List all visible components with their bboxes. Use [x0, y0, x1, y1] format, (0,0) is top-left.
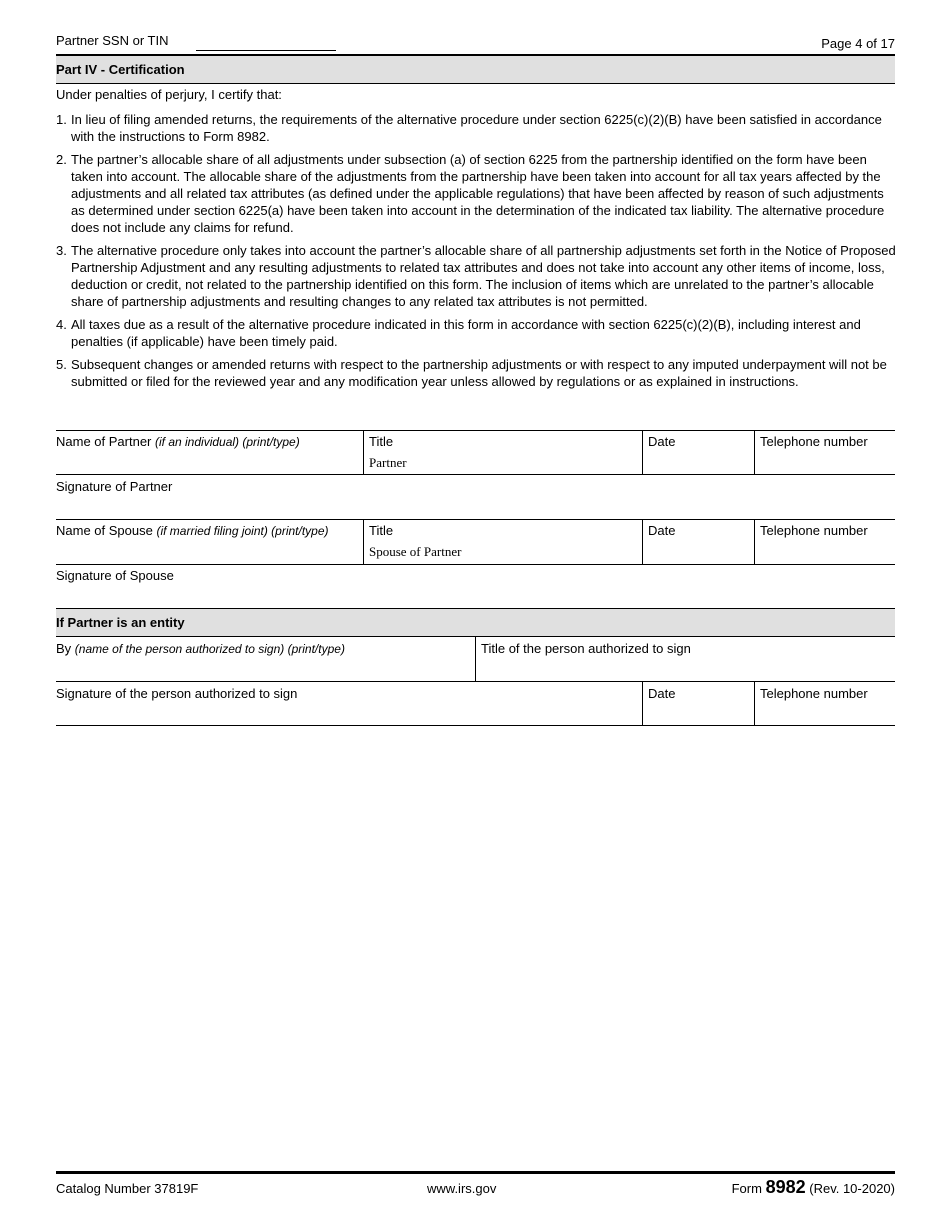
spouse-divider-phone — [754, 519, 755, 564]
partner-block-mid-rule — [56, 474, 895, 475]
certify-intro: Under penalties of perjury, I certify that: — [56, 87, 282, 102]
form-revision: (Rev. 10-2020) — [809, 1181, 895, 1196]
item-text: All taxes due as a result of the alternative procedure indicated in this form in accordance with section 6225(c)(2)(B), including interest and penalties (if applicable) have been timely paid. — [71, 317, 861, 349]
entity-by-hint: (name of the person authorized to sign) (print/type) — [74, 642, 345, 656]
form-number: 8982 — [765, 1177, 806, 1197]
spouse-divider-date — [642, 519, 643, 564]
spouse-name-hint: (if married filing joint) (print/type) — [156, 524, 329, 538]
spouse-divider-title — [363, 519, 364, 564]
partner-divider-phone — [754, 430, 755, 475]
page-number: Page 4 of 17 — [821, 36, 895, 51]
spouse-signature-area[interactable] — [56, 584, 895, 607]
spouse-date-input[interactable] — [648, 541, 748, 559]
partner-divider-date — [642, 430, 643, 475]
spouse-date-label: Date — [648, 523, 676, 538]
item-text: In lieu of filing amended returns, the requirements of the alternative procedure under section 6225(c)(2)(B) have been satisfied in accordance with the instructions to Form 8982. — [71, 112, 882, 144]
item-text: Subsequent changes or amended returns with respect to the partnership adjustments or with respect to any imputed underpayment will not be submitted or filed for the reviewed year and any modification year unless allowed by regulations or as explained in instructions. — [71, 357, 887, 389]
item-number: 2. — [56, 152, 67, 167]
list-item — [56, 151, 896, 236]
spouse-name-input[interactable] — [58, 541, 358, 559]
list-item — [56, 356, 896, 390]
partner-signature-area[interactable] — [56, 495, 895, 518]
spouse-block-top-rule — [56, 519, 895, 520]
form-prefix: Form — [731, 1181, 762, 1196]
spouse-name-label — [56, 523, 329, 539]
entity-bottom-rule — [56, 725, 895, 726]
spouse-title-value: Spouse of Partner — [369, 544, 462, 559]
entity-date-input[interactable] — [648, 704, 748, 722]
entity-signature-label: Signature of the person authorized to sign — [56, 686, 298, 701]
partner-signature-label: Signature of Partner — [56, 479, 173, 494]
item-text: The partner’s allocable share of all adjustments under subsection (a) of section 6225 from the partnership identified on the form have been taken into account. The allocable share of the adjustments from the partnership have been taken into account for all tax years affected by the adjustments and all related tax attributes (as defined under the applicable regulations) that have been affected by reason of such adjustments as determined under section 6225(a) have been taken into account in the determination of the indicated tax liability. The alternative procedure does not include any claims for refund. — [71, 152, 885, 235]
partner-title-label: Title — [369, 434, 394, 449]
form-id — [732, 1177, 895, 1199]
part4-band-rule — [56, 83, 895, 84]
partner-date-label: Date — [648, 434, 676, 449]
spouse-block-mid-rule — [56, 564, 895, 565]
entity-divider-title — [475, 637, 476, 682]
partner-name-label — [56, 434, 300, 450]
ssn-input[interactable] — [196, 33, 336, 49]
website: www.irs.gov — [427, 1181, 497, 1196]
entity-phone-label: Telephone number — [760, 686, 868, 701]
entity-mid-rule — [56, 681, 895, 682]
list-item — [56, 316, 896, 350]
certification-list — [56, 111, 896, 396]
partner-title-value: Partner — [369, 455, 407, 470]
spouse-signature-label: Signature of Spouse — [56, 568, 174, 583]
partner-block-top-rule — [56, 430, 895, 431]
partner-divider-title — [363, 430, 364, 475]
partner-phone-label: Telephone number — [760, 434, 868, 449]
item-text: The alternative procedure only takes into account the partner’s allocable share of all partnership adjustments set forth in the Notice of Proposed Partnership Adjustment and any resulting adjustments to related tax attributes and does not take into account any other items of income, loss, deduction or credit, not related to the partnership identified on this form. The inclusion of items which are unrelated to the partner’s allocable share of partnership adjustments and resulting changes to any related tax attributes is not permitted. — [71, 243, 896, 309]
list-item — [56, 242, 896, 310]
entity-by-text: By — [56, 641, 72, 656]
entity-date-label: Date — [648, 686, 676, 701]
ssn-underline — [196, 50, 336, 51]
part4-title: Part IV - Certification — [56, 62, 185, 77]
entity-phone-input[interactable] — [760, 704, 890, 722]
partner-phone-input[interactable] — [760, 452, 890, 470]
partner-date-input[interactable] — [648, 452, 748, 470]
spouse-phone-label: Telephone number — [760, 523, 868, 538]
entity-divider-date — [642, 682, 643, 726]
list-item — [56, 111, 896, 145]
footer-rule — [56, 1171, 895, 1174]
spouse-phone-input[interactable] — [760, 541, 890, 559]
item-number: 5. — [56, 357, 67, 372]
entity-by-label — [56, 641, 345, 657]
catalog-number: Catalog Number 37819F — [56, 1181, 199, 1196]
item-number: 3. — [56, 243, 67, 258]
spouse-title-label: Title — [369, 523, 394, 538]
item-number: 4. — [56, 317, 67, 332]
entity-title-label: Title of the person authorized to sign — [481, 641, 691, 656]
partner-name-text: Name of Partner — [56, 434, 152, 449]
entity-signature-area[interactable] — [56, 702, 636, 724]
partner-name-input[interactable] — [58, 452, 358, 470]
partner-name-hint: (if an individual) (print/type) — [155, 435, 300, 449]
item-number: 1. — [56, 112, 67, 127]
entity-title: If Partner is an entity — [56, 615, 185, 630]
entity-divider-phone — [754, 682, 755, 726]
entity-by-input[interactable] — [58, 659, 468, 677]
ssn-label: Partner SSN or TIN — [56, 33, 169, 48]
entity-title-input[interactable] — [481, 659, 891, 677]
spouse-name-text: Name of Spouse — [56, 523, 153, 538]
